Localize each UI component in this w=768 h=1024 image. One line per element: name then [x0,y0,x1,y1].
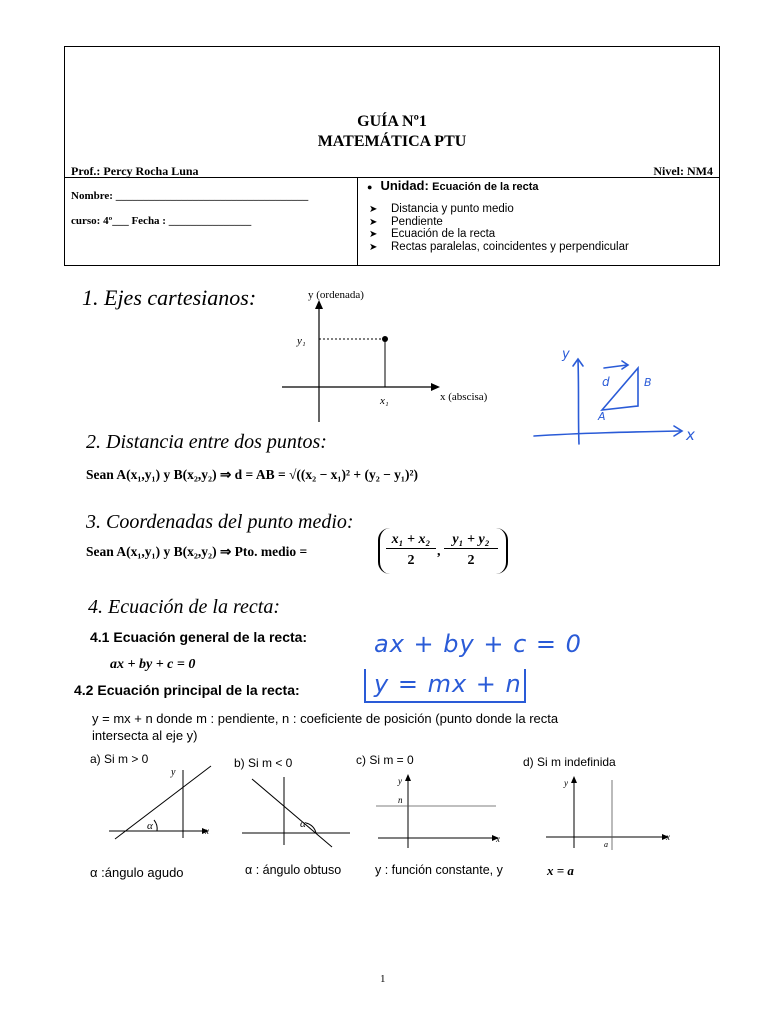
sketch-d-label: d [602,375,610,389]
point-marker [382,336,388,342]
sketch-y-label: y [562,347,570,362]
guide-title: GUÍA Nº1 [357,113,427,130]
case-c-graph [372,772,507,850]
case-a-caption: α :ángulo agudo [90,865,184,880]
curso-fecha-field: curso: 4º___ Fecha : _______________ [71,215,252,227]
x-letter: x [666,832,670,842]
y1-label: y₁ [297,335,306,347]
topic-item: ➤ Distancia y punto medio [369,203,629,216]
y-axis-label: y (ordenada) [308,289,364,301]
topic-item: ➤ Pendiente [369,216,629,229]
angle-arc [154,820,157,831]
handwritten-sketch [530,340,710,450]
case-c-caption: y : función constante, y [375,863,503,877]
unidad-line [367,178,539,193]
principal-explanation-line2: intersecta al eje y) [92,728,198,743]
midpoint-denominator-y: 2 [467,553,475,568]
y-arrow-icon [315,300,323,309]
page-number: 1 [380,973,386,985]
y-letter: y [564,778,568,788]
topic-item: ➤ Ecuación de la recta [369,228,629,241]
section1-heading: 1. Ejes cartesianos: [82,285,257,310]
prof-label: Prof.: Percy Rocha Luna [71,164,199,178]
principal-eq-heading: 4.2 Ecuación principal de la recta: [74,682,300,698]
midpoint-denominator-x: 2 [407,553,415,568]
section3-heading: 3. Coordenadas del punto medio: [86,511,354,533]
sketch-y-axis [578,360,579,444]
unidad-label: Unidad: [380,178,429,193]
midpoint-comma: , [437,544,441,559]
sketch-b-label: B [644,376,652,389]
x1-label: x₁ [380,395,389,407]
case-c-label: c) Si m = 0 [356,753,414,767]
case-d-caption: x = a [547,863,574,878]
sketch-a-label: A [598,410,606,423]
midpoint-numerator-y: y₁ + y₂ [444,532,498,549]
a-label: a [604,840,608,849]
bullet-icon: ● [367,182,373,192]
y-letter: y [398,776,402,786]
topic-item: ➤ Rectas paralelas, coincidentes y perpendicular [369,241,629,254]
nombre-field: Nombre: ___________________________________ [71,190,309,202]
x-letter: x [496,834,500,844]
sketch-x-label: x [686,426,695,444]
case-d-graph [540,774,675,852]
x-letter: x [205,826,209,836]
case-d-label: d) Si m indefinida [523,755,616,769]
alpha-label: α [147,820,153,832]
alpha-label: α [300,818,306,830]
case-a-graph [105,760,225,850]
principal-explanation-line1: y = mx + n donde m : pendiente, n : coeficiente de posición (punto donde la recta [92,711,559,726]
x-arrow-icon [431,383,440,391]
case-b-graph [240,775,355,850]
section4-heading: 4. Ecuación de la recta: [88,596,280,618]
distance-formula: Sean A(x₁,y₁) y B(x₂,y₂) ⇒ d = AB = √((x₂ − x₁)² + (y₂ − y₁)²) [86,467,419,482]
section2-heading: 2. Distancia entre dos puntos: [86,431,327,453]
case-b-caption: α : ángulo obtuso [245,863,342,877]
sketch-x-axis [534,431,680,436]
n-label: n [398,795,403,805]
handwritten-principal-eq: y = mx + n [374,670,522,698]
topic-list [369,203,629,253]
midpoint-lead: Sean A(x₁,y₁) y B(x₂,y₂) ⇒ Pto. medio = [86,544,308,559]
general-eq: ax + by + c = 0 [110,657,196,672]
nivel-label: Nivel: NM4 [653,164,713,178]
x-axis-label: x (abscisa) [440,391,488,403]
header-column-divider [357,177,358,266]
y-arrow-icon [571,776,577,783]
guide-subtitle: MATEMÁTICA PTU [317,133,467,150]
unidad-value: Ecuación de la recta [432,181,539,193]
general-eq-heading: 4.1 Ecuación general de la recta: [90,629,308,645]
case-a-label: a) Si m > 0 [90,752,149,766]
header-box [64,46,720,266]
y-arrow-icon [405,774,411,781]
midpoint-numerator-x: x₁ + x₂ [386,532,436,549]
midpoint-fraction [378,528,508,574]
handwritten-general-eq: ax + by + c = 0 [374,630,582,658]
cartesian-axes-figure [280,284,530,424]
y-letter: y [171,767,176,778]
case-b-label: b) Si m < 0 [234,756,293,770]
